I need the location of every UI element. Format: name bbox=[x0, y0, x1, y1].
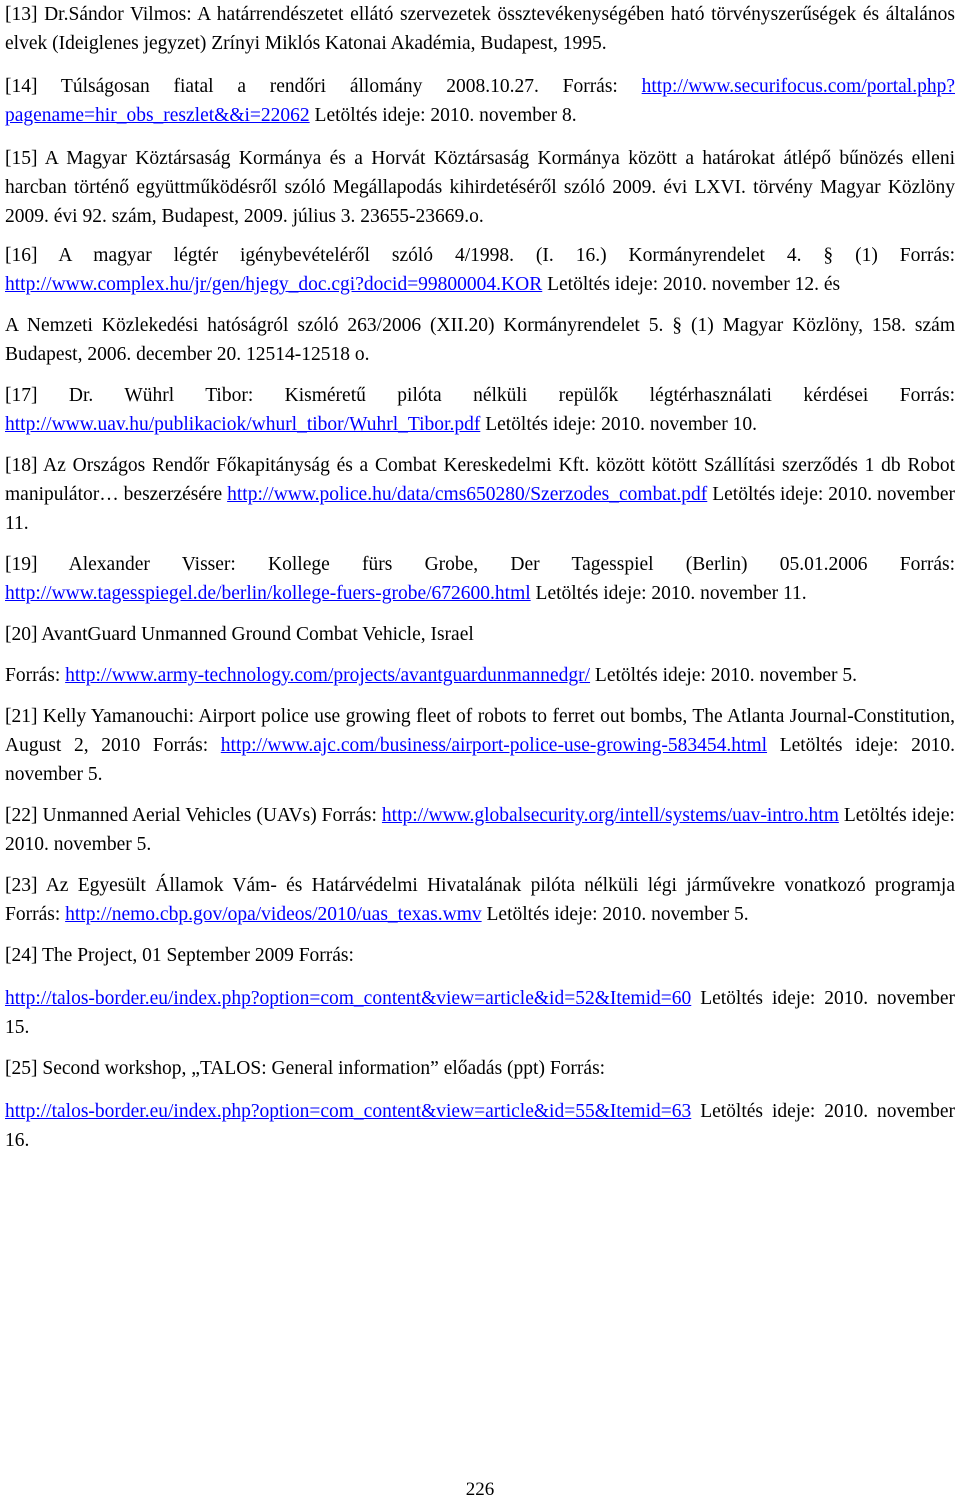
reference-text: A Nemzeti Közlekedési hatóságról szóló 263/2006 (XII.20) Kormányrendelet 5. § (1) Magyar Közlöny, 158. szám Budapest, 2006. december 20. 12514-12518 o. bbox=[5, 315, 955, 365]
reference-24-source bbox=[5, 984, 955, 1042]
reference-link[interactable]: http://www.tagesspiegel.de/berlin/kollege-fuers-grobe/672600.html bbox=[5, 583, 531, 604]
reference-link[interactable]: http://www.ajc.com/business/airport-police-use-growing-583454.html bbox=[220, 735, 768, 756]
reference-20-source bbox=[5, 661, 955, 690]
reference-text: Letöltés ideje: 2010. november 5. bbox=[590, 665, 858, 686]
reference-text: Letöltés ideje: 2010. november 12. és bbox=[542, 274, 841, 295]
reference-23 bbox=[5, 871, 955, 929]
reference-text: Letöltés ideje: 2010. november 10. bbox=[480, 414, 758, 435]
reference-text: Letöltés ideje: 2010. november 11. bbox=[5, 484, 955, 534]
reference-16-continued bbox=[5, 311, 955, 369]
reference-text: Letöltés ideje: 2010. november 15. bbox=[5, 988, 955, 1038]
reference-text: Letöltés ideje: 2010. november 5. bbox=[5, 805, 955, 855]
reference-link[interactable]: http://talos-border.eu/index.php?option=com_content&view=article&id=52&Itemid=60 bbox=[5, 988, 692, 1009]
reference-text: Letöltés ideje: 2010. november 8. bbox=[309, 105, 577, 126]
reference-link[interactable]: http://nemo.cbp.gov/opa/videos/2010/uas_texas.wmv bbox=[65, 904, 482, 925]
reference-text: [13] Dr.Sándor Vilmos: A határrendészetet ellátó szervezetek össztevékenységében ható törvényszerűségek és általános elvek (Ideiglenes jegyzet) Zrínyi Miklós Katonai Akadémia, Budapest, 1995. bbox=[5, 4, 955, 54]
reference-20 bbox=[5, 620, 955, 649]
reference-text: Letöltés ideje: 2010. november 11. bbox=[530, 583, 807, 604]
reference-text: Letöltés ideje: 2010. november 5. bbox=[5, 735, 955, 785]
reference-text: [15] A Magyar Köztársaság Kormánya és a Horvát Köztársaság Kormánya között a határokat átlépő bűnözés elleni harcban történő együttműködésről szóló Megállapodás kihirdetéséről szóló 2009. évi LXVI. törvény Magyar Közlöny 2009. évi 92. szám, Budapest, 2009. július 3. 23655-23669.o. bbox=[5, 148, 955, 227]
reference-text: Forrás: bbox=[5, 665, 66, 686]
reference-text: [16] A magyar légtér igénybevételéről szóló 4/1998. (I. 16.) Kormányrendelet 4. § (1) Forrás: bbox=[5, 245, 955, 266]
reference-21 bbox=[5, 702, 955, 789]
reference-25 bbox=[5, 1054, 955, 1083]
page-number: 226 bbox=[465, 1479, 495, 1500]
reference-text: [20] AvantGuard Unmanned Ground Combat Vehicle, Israel bbox=[5, 624, 474, 645]
reference-13 bbox=[5, 0, 955, 58]
reference-text: Letöltés ideje: 2010. november 16. bbox=[5, 1101, 955, 1151]
reference-text: [19] Alexander Visser: Kollege fürs Grobe, Der Tagesspiel (Berlin) 05.01.2006 Forrás: bbox=[5, 554, 955, 575]
document-page bbox=[5, 0, 955, 1155]
reference-text: [25] Second workshop, „TALOS: General information” előadás (ppt) Forrás: bbox=[5, 1058, 606, 1079]
reference-16 bbox=[5, 241, 955, 299]
reference-link[interactable]: http://www.army-technology.com/projects/avantguardunmannedgr/ bbox=[65, 665, 591, 686]
reference-19 bbox=[5, 550, 955, 608]
reference-link[interactable]: http://www.uav.hu/publikaciok/whurl_tibor/Wuhrl_Tibor.pdf bbox=[5, 414, 481, 435]
reference-15 bbox=[5, 144, 955, 231]
reference-text: [23] Az Egyesült Államok Vám- és Határvédelmi Hivatalának pilóta nélküli légi járművekre vonatkozó programja Forrás: bbox=[5, 875, 955, 925]
reference-text: [22] Unmanned Aerial Vehicles (UAVs) Forrás: bbox=[5, 805, 382, 826]
reference-22 bbox=[5, 801, 955, 859]
reference-text: Letöltés ideje: 2010. november 5. bbox=[481, 904, 749, 925]
reference-17 bbox=[5, 381, 955, 439]
reference-link[interactable]: http://www.police.hu/data/cms650280/Szerzodes_combat.pdf bbox=[227, 484, 708, 505]
reference-24 bbox=[5, 941, 955, 970]
reference-link[interactable]: http://www.globalsecurity.org/intell/systems/uav-intro.htm bbox=[381, 805, 839, 826]
reference-text: [24] The Project, 01 September 2009 Forrás: bbox=[5, 945, 354, 966]
reference-link[interactable]: http://talos-border.eu/index.php?option=com_content&view=article&id=55&Itemid=63 bbox=[5, 1101, 692, 1122]
reference-text: [17] Dr. Wührl Tibor: Kisméretű pilóta nélküli repülők légtérhasználati kérdései Forrás: bbox=[5, 385, 955, 406]
reference-18 bbox=[5, 451, 955, 538]
reference-text: [18] Az Országos Rendőr Főkapitányság és a Combat Kereskedelmi Kft. között kötött Szállítási szerződés 1 db Robot manipulátor… beszerzésére bbox=[5, 455, 955, 505]
reference-text: [14] Túlságosan fiatal a rendőri állomány 2008.10.27. Forrás: bbox=[5, 76, 642, 97]
reference-25-source bbox=[5, 1097, 955, 1155]
reference-text: [21] Kelly Yamanouchi: Airport police use growing fleet of robots to ferret out bombs, The Atlanta Journal-Constitution, August 2, 2010 Forrás: bbox=[5, 706, 955, 756]
reference-link[interactable]: http://www.complex.hu/jr/gen/hjegy_doc.cgi?docid=99800004.KOR bbox=[5, 274, 543, 295]
reference-link[interactable]: http://www.securifocus.com/portal.php?pagename=hir_obs_reszlet&&i=22062 bbox=[5, 76, 955, 126]
reference-14 bbox=[5, 72, 955, 130]
